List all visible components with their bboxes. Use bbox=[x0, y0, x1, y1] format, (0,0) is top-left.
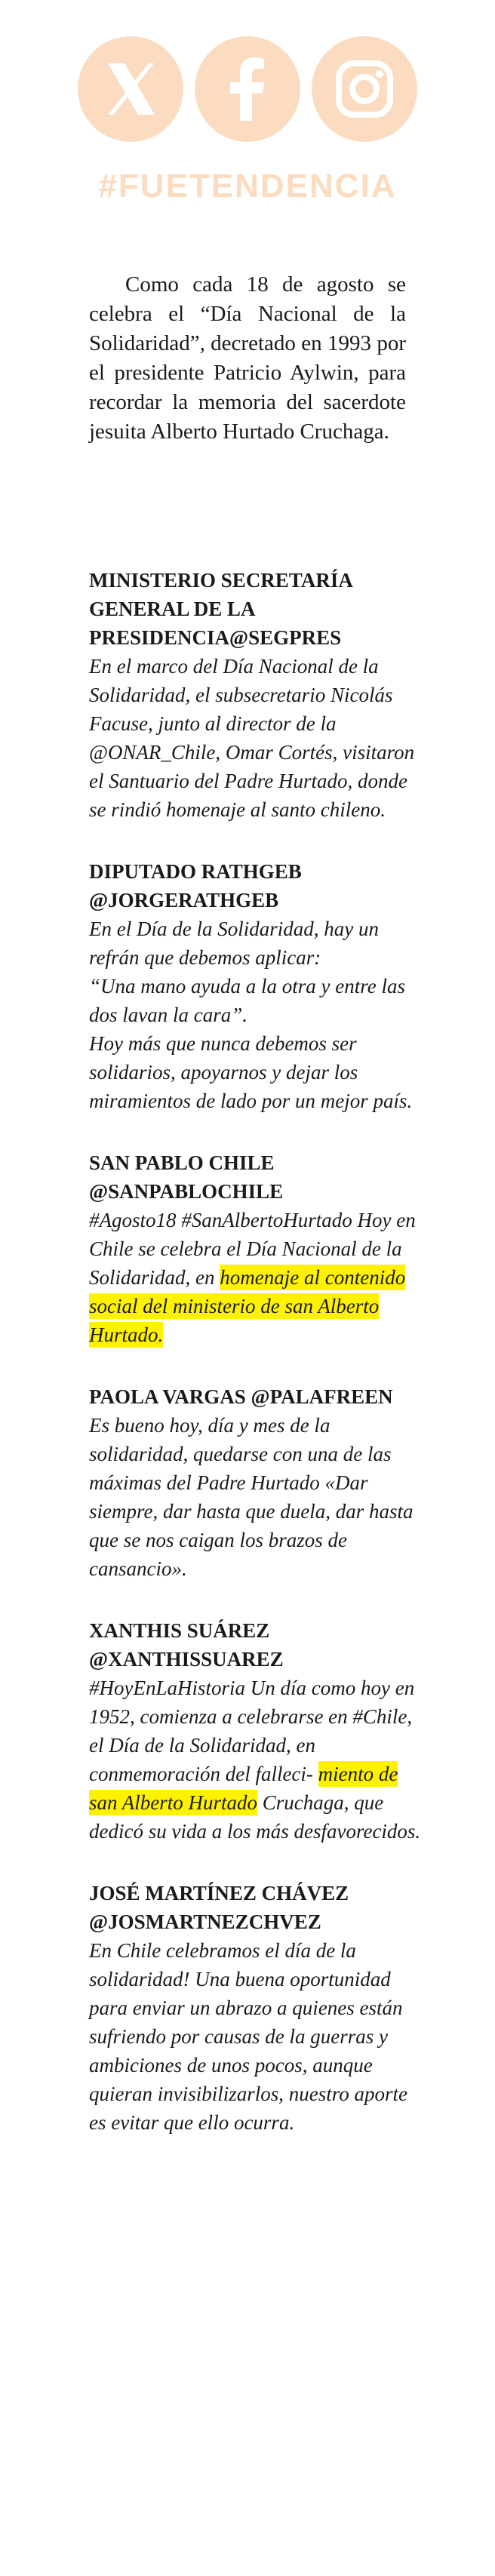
post-body-text-end: Cruchaga, que dedicó su vida a los más desfavorecidos. bbox=[89, 1791, 421, 1843]
facebook-share-button[interactable] bbox=[195, 36, 300, 142]
post-body-quote: “Una mano ayuda a la otra y entre las dos lavan la cara”. bbox=[89, 975, 405, 1026]
post-body-closing: Hoy más que nunca debemos ser solidarios, apoyarnos y dejar los miramientos de lado por un mejor país. bbox=[89, 1032, 413, 1112]
post-body: En el marco del Día Nacional de la Solidaridad, el subsecretario Nicolás Facuse, junto al director de la @ONAR_Chile, Omar Cortés, visitaron el Santuario del Padre Hurtado, donde se rindió homenaje al santo chileno. bbox=[89, 655, 415, 821]
post-author[interactable]: PAOLA VARGAS @PALAFREEN bbox=[89, 1385, 393, 1408]
post-item bbox=[89, 1382, 421, 1583]
post-body-text: #Agosto18 #SanAlbertoHurtado Hoy en Chile se celebra el Día Nacional de la Solidaridad, en bbox=[89, 1209, 416, 1289]
instagram-share-button[interactable] bbox=[312, 36, 417, 142]
intro-paragraph: Como cada 18 de agosto se celebra el “Día Nacional de la Solidaridad”, decretado en 1993 por el presidente Patricio Aylwin, para recordar la memoria del sacerdote jesuita Alberto Hurtado Cruchaga. bbox=[89, 272, 406, 444]
post-body bbox=[89, 1206, 421, 1349]
x-share-button[interactable] bbox=[78, 36, 183, 142]
post-author[interactable]: SAN PABLO CHILE @SANPABLOCHILE bbox=[89, 1151, 284, 1203]
post-item bbox=[89, 1148, 421, 1349]
post-author[interactable]: MINISTERIO SECRETARÍA GENERAL DE LA PRESIDENCIA@SEGPRES bbox=[89, 569, 352, 649]
highlighted-text: miento de san Alberto Hurtado bbox=[89, 1763, 398, 1814]
post-author[interactable]: DIPUTADO RATHGEB @JORGERATHGEB bbox=[89, 860, 302, 911]
post-body: En Chile celebramos el día de la solidaridad! Una buena oportunidad para enviar un abrazo a quienes están sufriendo por causas de la guerras y ambiciones de unos pocos, aunque quieran invisibilizarlos, nuestro aporte es evitar que ello ocurra. bbox=[89, 1939, 408, 2134]
post-author[interactable]: XANTHIS SUÁREZ @XANTHISSUAREZ bbox=[89, 1619, 284, 1671]
x-icon bbox=[78, 36, 183, 142]
post-item bbox=[89, 857, 421, 1115]
post-item bbox=[89, 1879, 421, 2137]
post-author[interactable]: JOSÉ MARTÍNEZ CHÁVEZ @JOSMARTNEZCHVEZ bbox=[89, 1882, 349, 1933]
post-body: Es bueno hoy, día y mes de la solidaridad, quedarse con una de las máximas del Padre Hurtado «Dar siempre, dar hasta que duela, dar hasta que se nos caigan los brazos de cansancio». bbox=[89, 1414, 414, 1580]
post-item bbox=[89, 1616, 421, 1846]
facebook-icon bbox=[195, 36, 300, 142]
post-body: En el Día de la Solidaridad, hay un refrán que debemos aplicar: bbox=[89, 918, 379, 969]
post-body bbox=[89, 1674, 421, 1846]
highlighted-text: homenaje al contenido social del ministerio de san Alberto Hurtado. bbox=[89, 1266, 406, 1346]
post-body-text: #HoyEnLaHistoria Un día como hoy en 1952, comienza a celebrarse en #Chile, el Día de la Solidaridad, en conmemoración del falleci- bbox=[89, 1677, 415, 1785]
social-posts-list bbox=[89, 566, 421, 2170]
social-icons-row bbox=[78, 36, 417, 143]
hashtag-heading: #FUETENDENCIA bbox=[98, 168, 397, 204]
instagram-icon bbox=[312, 36, 417, 142]
post-item bbox=[89, 566, 421, 824]
